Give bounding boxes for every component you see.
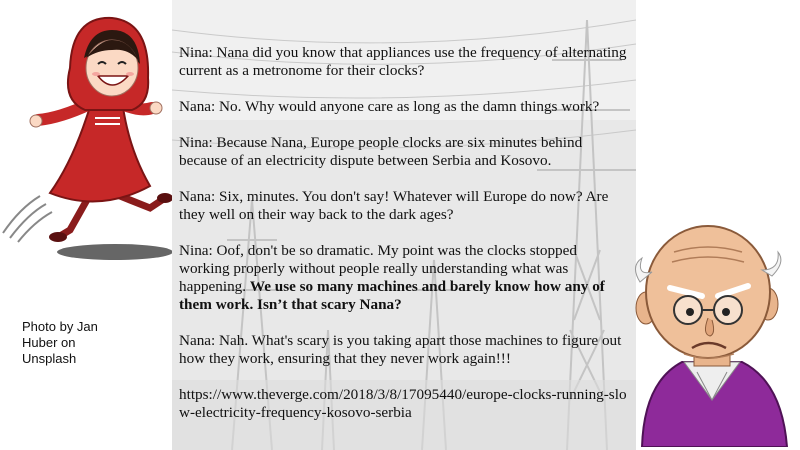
dialogue-line [179,242,629,314]
photo-credit-line: Huber on [22,335,76,350]
dialogue-text-span: Nina: Because Nana, Europe people clocks are six minutes behind because of an electricity dispute between Serbia and Kosovo. [179,134,583,169]
source-url[interactable] [179,386,629,422]
nana-cartoon-illustration [622,222,792,447]
photo-credit-line: Unsplash [22,351,77,366]
photo-credit-line: Photo by Jan [22,319,98,334]
dialogue-text-span: Nana: No. Why would anyone care as long as the damn things work? [179,98,600,115]
dialogue-text-span: Nina: Oof, don't be so dramatic. My point was the clocks stopped working properly without people really understanding what was happening. [179,242,577,295]
dialogue-line [179,332,629,368]
dialogue-text-span: Nana: Six, minutes. You don't say! Whatever will Europe do now? Are they well on their way back to the dark ages? [179,188,609,223]
dialogue-line [179,98,629,116]
photo-credit [22,319,132,367]
dialogue-bold-span: We use so many machines and barely know how any of them work. Isn’t that scary Nana? [179,278,605,313]
dialogue-text [179,44,629,422]
dialogue-line [179,134,629,170]
dialogue-line [179,188,629,224]
dialogue-text-span: Nina: Nana did you know that appliances use the frequency of alternating current as a metronome for their clocks? [179,44,627,79]
dialogue-panel [172,0,636,450]
dialogue-text-span: Nana: Nah. What's scary is you taking apart those machines to figure out how they work, ensuring that they never work again!!! [179,332,622,367]
source-url-text[interactable]: https://www.theverge.com/2018/3/8/17095440/europe-clocks-running-slow-electricity-frequency-kosovo-serbia [179,386,627,421]
nina-cartoon-illustration [0,8,175,273]
dialogue-line [179,44,629,80]
